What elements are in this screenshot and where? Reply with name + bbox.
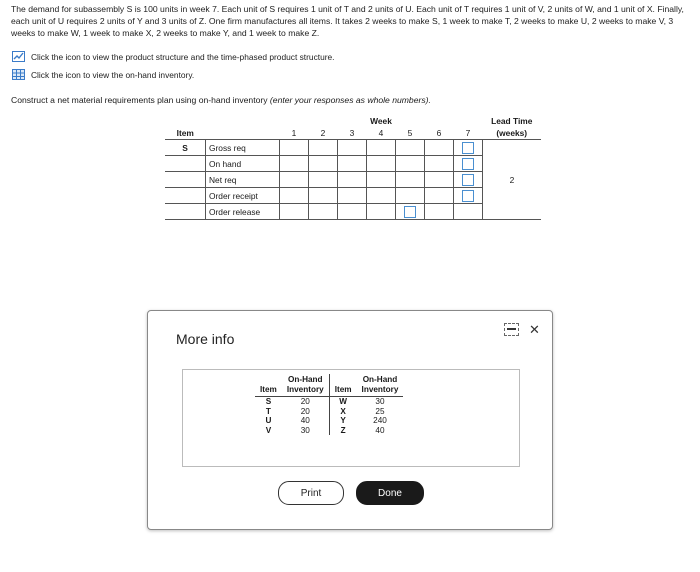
order-receipt-w4[interactable] (367, 188, 396, 204)
table-row (255, 397, 403, 407)
inv-qty: 40 (375, 425, 385, 435)
row-on-hand: On hand (206, 156, 280, 172)
order-receipt-w7-input[interactable] (462, 190, 474, 202)
inv-item: U (265, 416, 272, 425)
item-s: S (165, 140, 206, 156)
inventory-panel (182, 369, 520, 467)
order-release-w1[interactable] (280, 204, 309, 220)
chart-icon[interactable] (12, 51, 25, 62)
week-3: 3 (349, 128, 355, 138)
week-7: 7 (465, 128, 471, 138)
table-row (255, 407, 403, 417)
order-release-w7[interactable] (454, 204, 483, 220)
col-onhand-left-2: Inventory (286, 385, 324, 394)
order-receipt-w2[interactable] (309, 188, 338, 204)
inv-qty: 240 (373, 416, 387, 425)
row-order-release: Order release (206, 204, 280, 220)
week-5: 5 (407, 128, 413, 138)
gross-req-w3[interactable] (338, 140, 367, 156)
net-req-w2[interactable] (309, 172, 338, 188)
net-req-w1[interactable] (280, 172, 309, 188)
col-onhand-right-1: On-Hand (362, 375, 398, 384)
item-header: Item (176, 128, 194, 138)
table-row (255, 416, 403, 426)
more-info-dialog (147, 310, 553, 530)
print-button[interactable]: Print (278, 481, 344, 505)
order-receipt-w7[interactable] (454, 188, 483, 204)
inventory-link[interactable] (12, 69, 194, 80)
week-1: 1 (291, 128, 297, 138)
on-hand-w5[interactable] (396, 156, 425, 172)
net-req-w7-input[interactable] (462, 174, 474, 186)
col-onhand-right-2: Inventory (361, 385, 399, 394)
inv-item: Y (329, 416, 356, 426)
gross-req-w6[interactable] (425, 140, 454, 156)
net-req-w4[interactable] (367, 172, 396, 188)
order-receipt-w5[interactable] (396, 188, 425, 204)
order-receipt-w3[interactable] (338, 188, 367, 204)
on-hand-w3[interactable] (338, 156, 367, 172)
dialog-title: More info (176, 331, 235, 347)
inventory-link-text[interactable]: Click the icon to view the on-hand inventory. (31, 69, 195, 80)
inv-item: S (265, 397, 272, 406)
order-release-w2[interactable] (309, 204, 338, 220)
instruction-hint: (enter your responses as whole numbers). (269, 95, 431, 105)
week-2: 2 (320, 128, 326, 138)
gross-req-w7-input[interactable] (462, 142, 474, 154)
inv-item: V (265, 425, 272, 435)
order-release-w3[interactable] (338, 204, 367, 220)
col-onhand-right (357, 374, 404, 397)
net-req-w7[interactable] (454, 172, 483, 188)
net-req-w5[interactable] (396, 172, 425, 188)
instruction (11, 95, 431, 105)
lead-time-header: Lead Time (491, 116, 533, 126)
inv-qty: 20 (300, 406, 310, 416)
week-4: 4 (378, 128, 384, 138)
lead-time-value: 2 (483, 140, 542, 220)
net-req-w6[interactable] (425, 172, 454, 188)
instruction-text: Construct a net material requirements plan using on-hand inventory (11, 95, 270, 105)
inv-item: X (329, 407, 356, 417)
gross-req-w2[interactable] (309, 140, 338, 156)
dialog-controls (504, 323, 540, 336)
gross-req-w7[interactable] (454, 140, 483, 156)
inventory-table (255, 374, 403, 435)
net-req-w3[interactable] (338, 172, 367, 188)
inv-item: Z (329, 426, 356, 436)
col-onhand-left (282, 374, 329, 397)
close-icon[interactable]: ✕ (529, 322, 540, 337)
mrp-table (165, 115, 541, 220)
on-hand-w7[interactable] (454, 156, 483, 172)
on-hand-w1[interactable] (280, 156, 309, 172)
on-hand-w7-input[interactable] (462, 158, 474, 170)
inv-qty: 20 (300, 397, 310, 406)
problem-text: The demand for subassembly S is 100 units in week 7. Each unit of S requires 1 unit of T and 2 units of U. Each unit of T requires 1 unit of V, 2 units of W, and 1 unit of X. Finally, each unit of U requires 2 units of Y and 3 units of Z. One firm manufactures all items. It takes 2 weeks to make S, 1 week to make T, 2 weeks to make U, 2 weeks to make V, 3 weeks to make W, 1 week to make X, 2 weeks to make Y, and 1 week to make Z. (11, 4, 684, 38)
structure-link-text[interactable]: Click the icon to view the product structure and the time-phased product structure. (31, 51, 335, 62)
table-row (255, 426, 403, 436)
order-release-w5-input[interactable] (404, 206, 416, 218)
order-receipt-w6[interactable] (425, 188, 454, 204)
row-order-receipt: Order receipt (206, 188, 280, 204)
col-item-left: Item (255, 374, 282, 397)
lead-time-weeks: (weeks) (496, 128, 528, 138)
week-header: Week (370, 116, 392, 126)
order-release-w4[interactable] (367, 204, 396, 220)
table-icon[interactable] (12, 69, 25, 80)
problem-statement (11, 3, 691, 39)
structure-link[interactable] (12, 51, 335, 62)
on-hand-w2[interactable] (309, 156, 338, 172)
col-item-right: Item (329, 374, 356, 397)
row-net-req: Net req (206, 172, 280, 188)
inv-item: T (265, 406, 271, 416)
inv-qty: 25 (375, 406, 385, 416)
inv-qty: 30 (375, 397, 385, 406)
order-release-w5[interactable] (396, 204, 425, 220)
week-6: 6 (436, 128, 442, 138)
inv-qty: 30 (300, 425, 310, 435)
gross-req-w1[interactable] (280, 140, 309, 156)
row-gross-req: Gross req (206, 140, 280, 156)
inv-qty: 40 (300, 416, 310, 425)
order-receipt-w1[interactable] (280, 188, 309, 204)
done-button[interactable]: Done (356, 481, 424, 505)
on-hand-w4[interactable] (367, 156, 396, 172)
col-onhand-left-1: On-Hand (287, 375, 323, 384)
gross-req-w4[interactable] (367, 140, 396, 156)
inv-item: W (329, 397, 356, 407)
minimize-icon[interactable] (504, 323, 519, 336)
on-hand-w6[interactable] (425, 156, 454, 172)
gross-req-w5[interactable] (396, 140, 425, 156)
order-release-w6[interactable] (425, 204, 454, 220)
